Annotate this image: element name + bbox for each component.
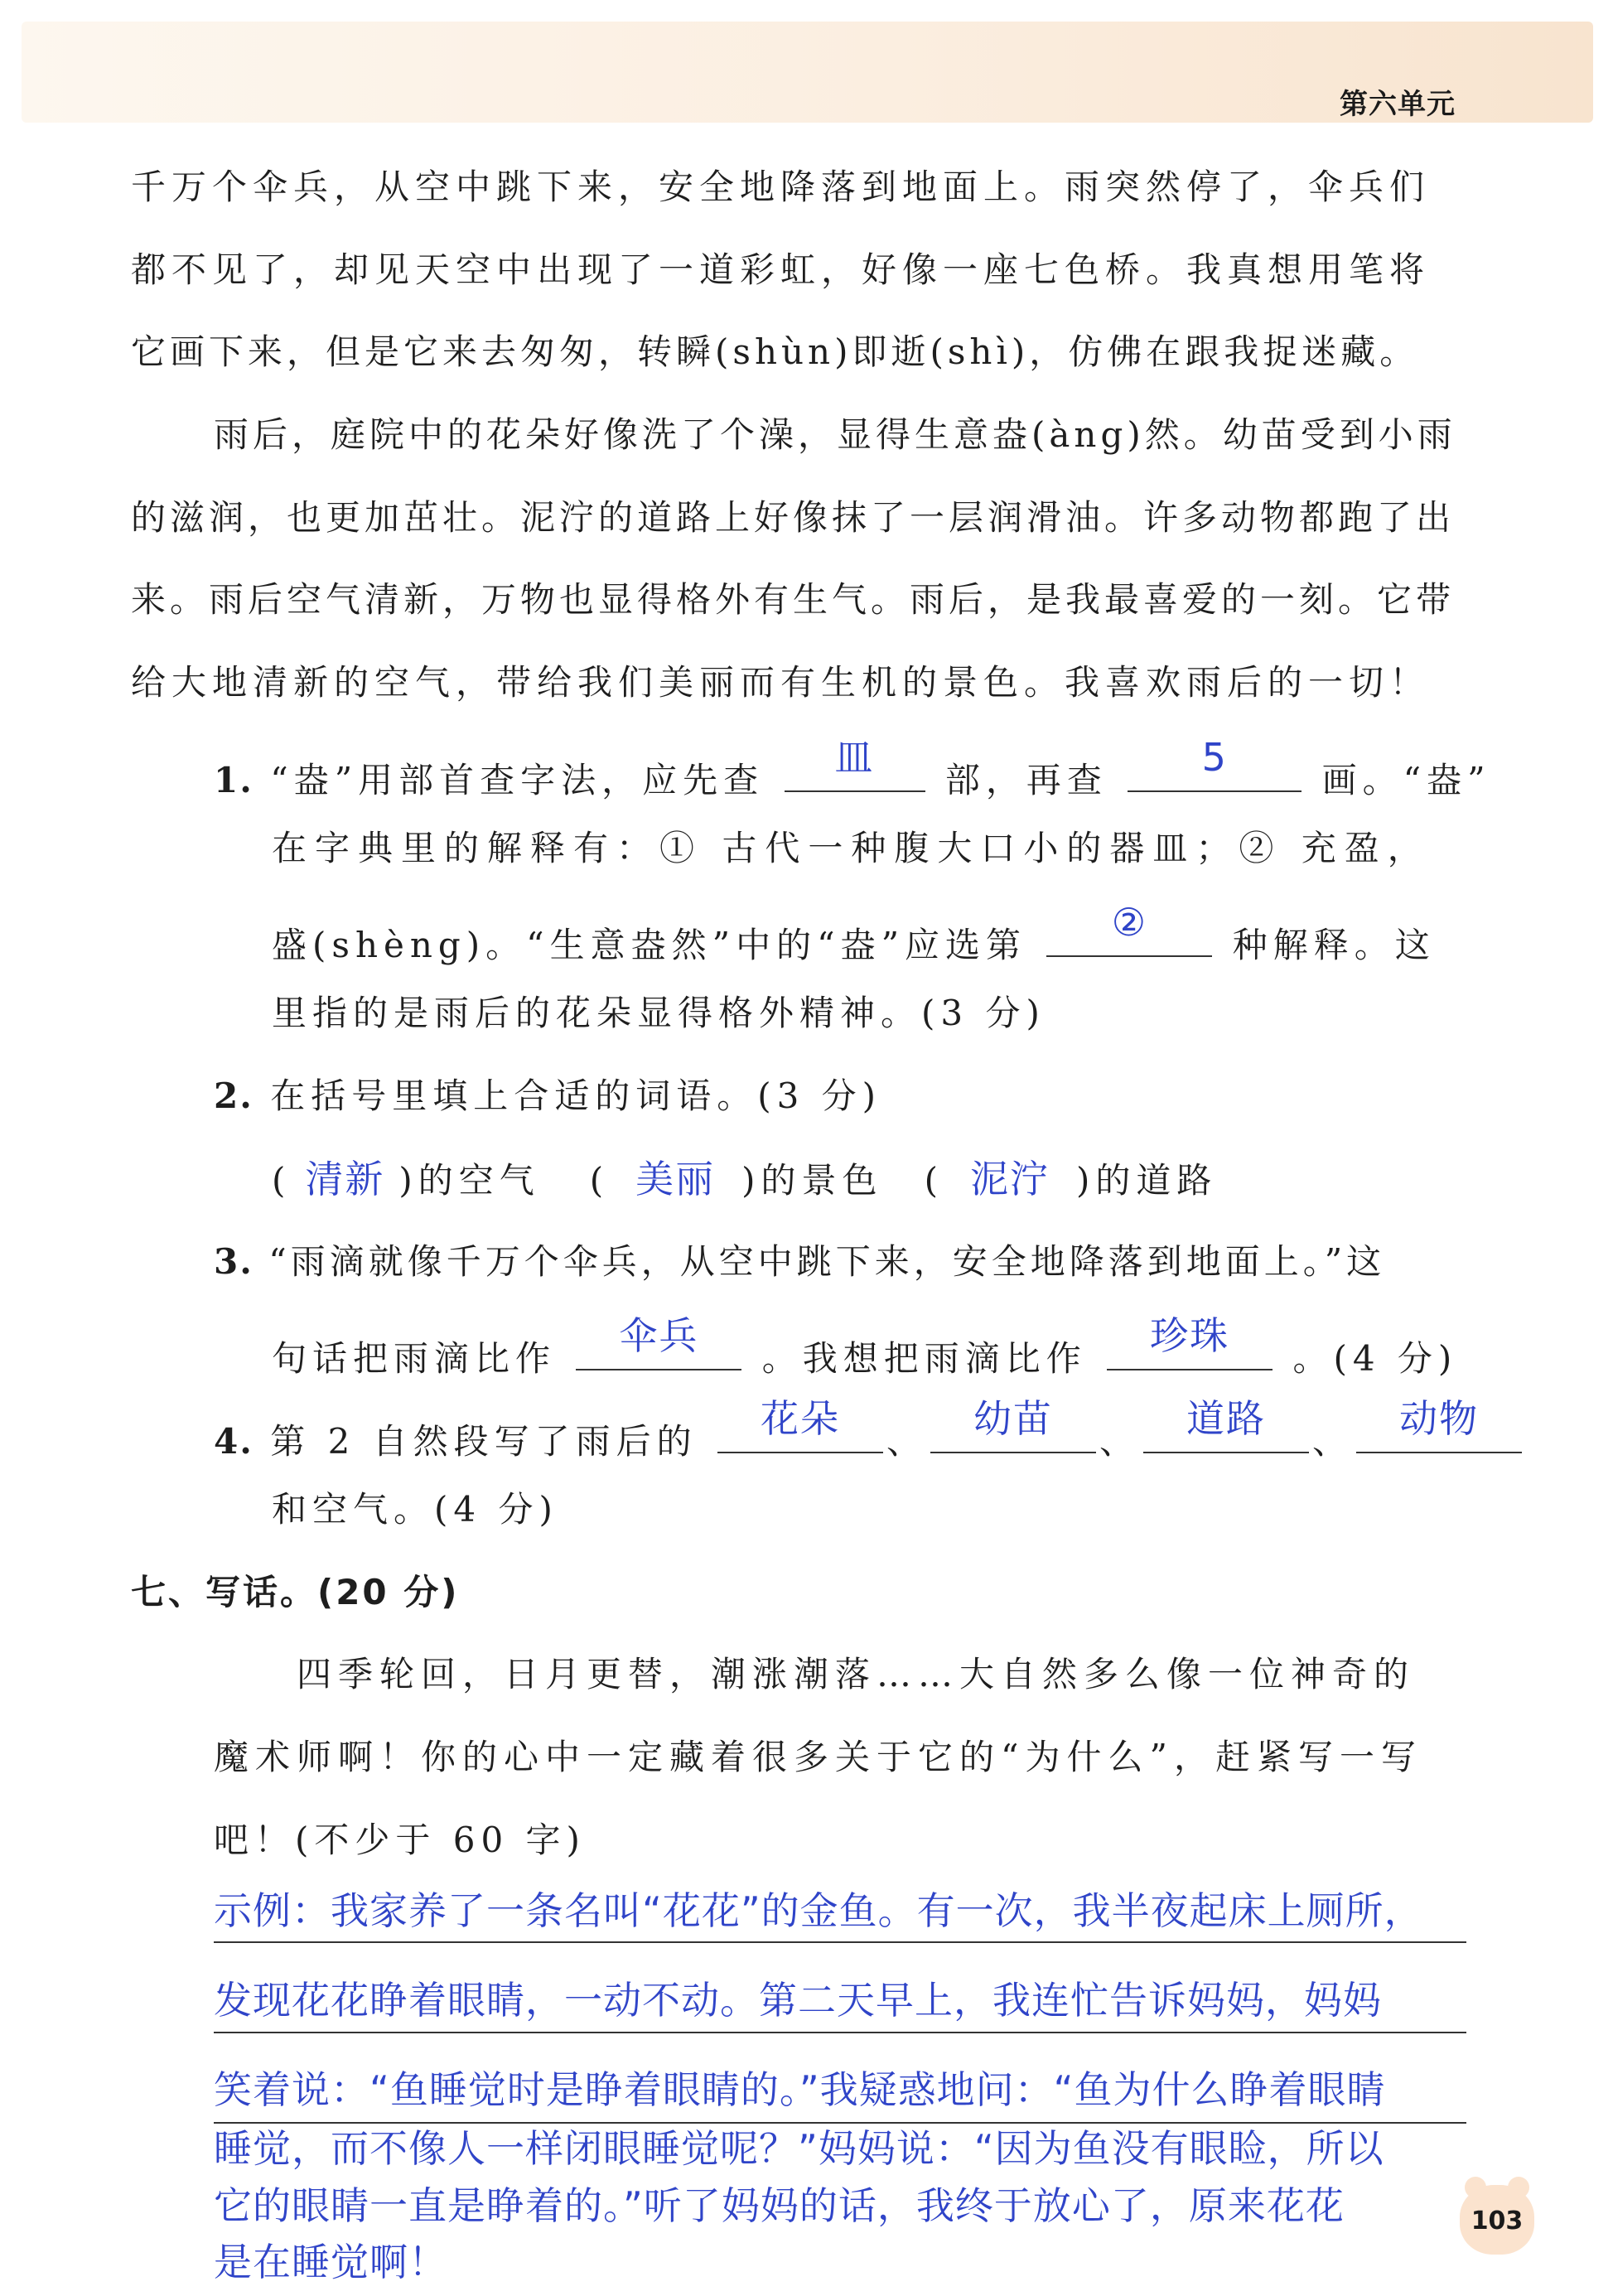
- question-3-line-2: [272, 1313, 1458, 1384]
- handwritten-answer: 道路: [1186, 1396, 1267, 1441]
- answer-blank[interactable]: [1107, 1313, 1273, 1370]
- question-2-line-1: [214, 1071, 881, 1121]
- question-text: 种解释。这: [1232, 925, 1436, 965]
- handwritten-answer: 皿: [834, 735, 875, 780]
- prompt-line: 四季轮回，日月更替，潮涨潮落……大自然多么像一位神奇的: [297, 1654, 1416, 1694]
- question-text: 。我想把雨滴比作: [761, 1338, 1087, 1379]
- paren-suffix: )的景色: [741, 1160, 883, 1201]
- passage-line: 它画下来，但是它来去匆匆，转瞬(shùn)即逝(shì)，仿佛在跟我捉迷藏。: [131, 331, 1419, 372]
- passage-line: 都不见了，却见天空中出现了一道彩虹，好像一座七色桥。我真想用笔将: [131, 249, 1431, 290]
- page-number: 103: [1471, 2207, 1524, 2236]
- question-number: 1.: [214, 760, 254, 800]
- passage-line: 给大地清新的空气，带给我们美丽而有生机的景色。我喜欢雨后的一切！: [131, 662, 1431, 703]
- writing-rule: [214, 2032, 1466, 2033]
- prompt-line: 魔术师啊！你的心中一定藏着很多关于它的“为什么”，赶紧写一写: [214, 1737, 1422, 1777]
- answer-blank[interactable]: [1143, 1396, 1309, 1453]
- handwritten-answer: 动物: [1399, 1396, 1480, 1441]
- question-3-line-1: [214, 1237, 1385, 1287]
- handwritten-answer: 美丽: [635, 1157, 716, 1201]
- question-text: 画。“盎”: [1321, 760, 1491, 800]
- question-text: 盛(shèng)。“生意盎然”中的“盎”应选第: [272, 925, 1027, 965]
- question-text: “盎”用部首查字法，应先查: [270, 760, 765, 800]
- handwritten-answer: 5: [1201, 735, 1228, 780]
- separator: 、: [1099, 1421, 1141, 1462]
- question-text: 。(4 分): [1292, 1338, 1458, 1379]
- question-4-line-1: [214, 1396, 1525, 1467]
- handwritten-answer: 泥泞: [969, 1157, 1050, 1201]
- essay-line: 发现花花睁着眼睛，一动不动。第二天早上，我连忙告诉妈妈，妈妈: [214, 1978, 1382, 2023]
- handwritten-answer: 幼苗: [973, 1396, 1054, 1441]
- handwritten-answer: ②: [1111, 900, 1148, 945]
- separator: 、: [1312, 1421, 1354, 1462]
- badge-ear-decoration: [1465, 2177, 1486, 2198]
- paren-suffix: )的道路: [1075, 1160, 1218, 1201]
- essay-line: 笑着说：“鱼睡觉时是睁着眼睛的。”我疑惑地问：“鱼为什么睁着眼睛: [214, 2067, 1386, 2112]
- answer-blank[interactable]: [717, 1396, 883, 1453]
- answer-blank[interactable]: [930, 1396, 1096, 1453]
- question-text: 在括号里填上合适的词语。(3 分): [270, 1075, 882, 1116]
- passage-line: 来。雨后空气清新，万物也显得格外有生气。雨后，是我最喜爱的一刻。它带: [131, 579, 1456, 620]
- writing-rule: [214, 1941, 1466, 1943]
- handwritten-answer: 珍珠: [1150, 1313, 1230, 1358]
- essay-line: 它的眼睛一直是睁着的。”听了妈妈的话，我终于放心了，原来花花: [214, 2183, 1345, 2228]
- question-text: 第 2 自然段写了雨后的: [270, 1421, 698, 1462]
- passage-line: 雨后，庭院中的花朵好像洗了个澡，显得生意盎(àng)然。幼苗受到小雨: [214, 414, 1456, 455]
- separator: 、: [886, 1421, 928, 1462]
- prompt-line: 吧！(不少于 60 字): [214, 1820, 586, 1860]
- question-number: 2.: [214, 1075, 254, 1116]
- question-1-line-3: [272, 900, 1436, 970]
- question-1-line-4: 里指的是雨后的花朵显得格外精神。(3 分): [272, 993, 1046, 1033]
- badge-ear-decoration: [1508, 2177, 1529, 2198]
- handwritten-answer: 花朵: [761, 1396, 841, 1441]
- paren-item: ( 泥泞 )的道路: [924, 1157, 1218, 1201]
- question-2-line-2: [272, 1154, 1217, 1206]
- answer-blank[interactable]: [576, 1313, 741, 1370]
- passage-line: 千万个伞兵，从空中跳下来，安全地降落到地面上。雨突然停了，伞兵们: [131, 167, 1431, 207]
- handwritten-answer: 伞兵: [619, 1313, 699, 1358]
- question-text: 部，再查: [944, 760, 1108, 800]
- answer-blank[interactable]: [1128, 735, 1302, 792]
- passage-line: 的滋润，也更加茁壮。泥泞的道路上好像抹了一层润滑油。许多动物都跑了出: [131, 497, 1456, 538]
- paren-item: ( 清新 )的空气: [272, 1157, 540, 1201]
- unit-label: 第六单元: [1340, 88, 1456, 121]
- answer-blank[interactable]: [1046, 900, 1212, 957]
- section-heading: 七、写话。(20 分): [131, 1572, 460, 1612]
- question-number: 3.: [214, 1241, 254, 1282]
- page-number-badge: [1460, 2185, 1534, 2255]
- essay-line: 示例：我家养了一条名叫“花花”的金鱼。有一次，我半夜起床上厕所，: [214, 1888, 1423, 1933]
- question-4-line-2: 和空气。(4 分): [272, 1489, 558, 1530]
- question-text: 句话把雨滴比作: [272, 1338, 557, 1379]
- paren-item: ( 美丽 )的景色: [589, 1157, 883, 1201]
- answer-blank[interactable]: [1356, 1396, 1522, 1453]
- paren-suffix: )的空气: [398, 1160, 540, 1201]
- question-text: “雨滴就像千万个伞兵，从空中跳下来，安全地降落到地面上。”这: [268, 1241, 1386, 1282]
- question-number: 4.: [214, 1421, 254, 1462]
- essay-line: 睡觉，而不像人一样闭眼睡觉呢？”妈妈说：“因为鱼没有眼睑，所以: [214, 2126, 1384, 2171]
- essay-line: 是在睡觉啊！: [214, 2240, 447, 2284]
- answer-blank[interactable]: [785, 735, 925, 792]
- handwritten-answer: 清新: [305, 1157, 385, 1201]
- question-1-line-2: 在字典里的解释有：① 古代一种腹大口小的器皿；② 充盈，: [272, 828, 1431, 868]
- question-1-line-1: [214, 735, 1491, 805]
